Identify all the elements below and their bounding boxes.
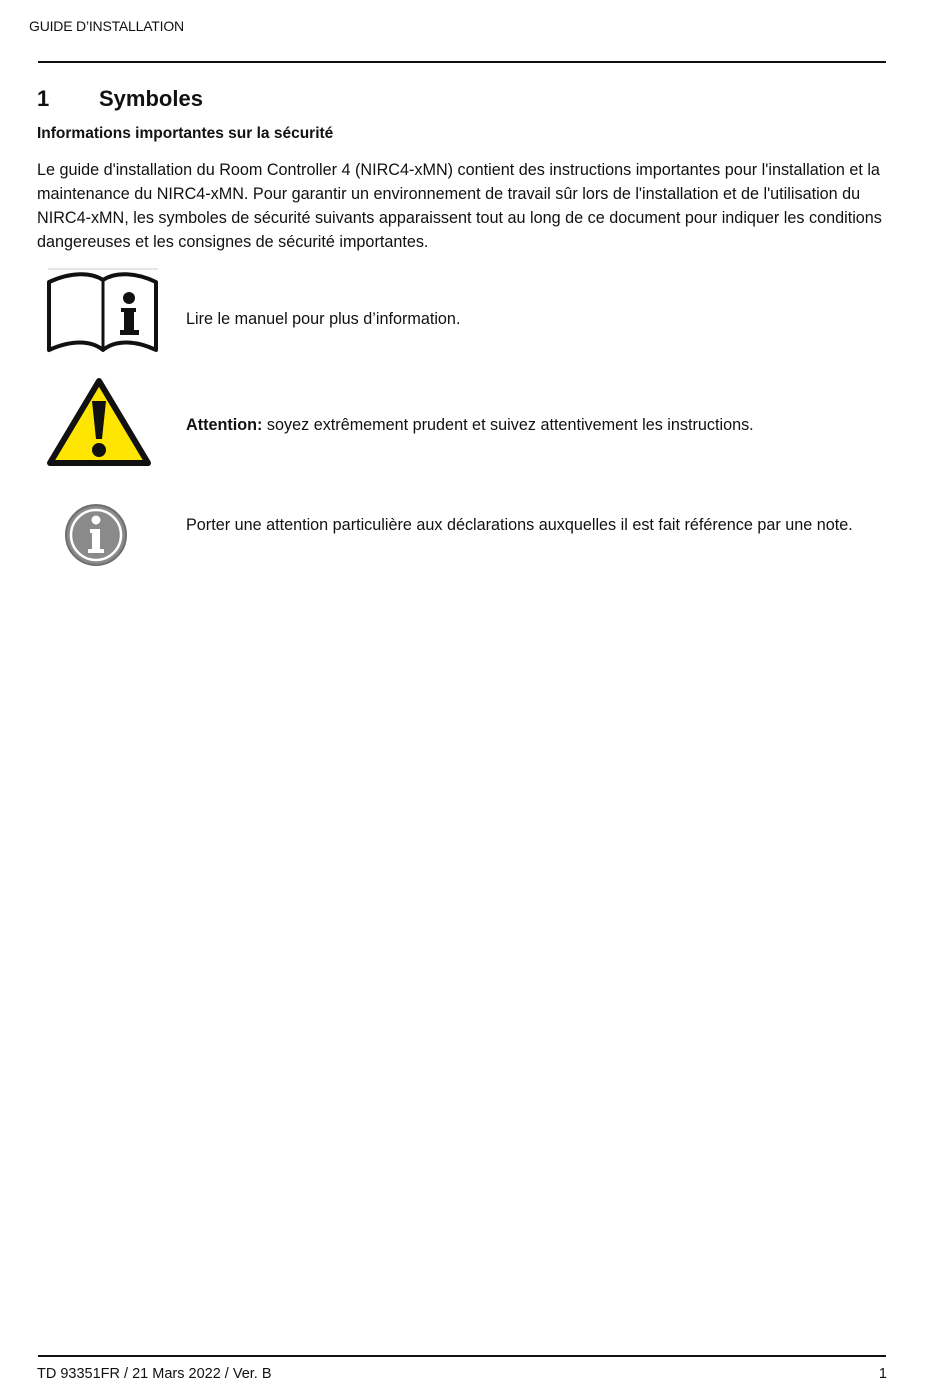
warning-triangle-icon: [46, 377, 152, 474]
intro-paragraph: Le guide d'installation du Room Controller 4 (NIRC4-xMN) contient des instructions importantes pour l'installation et la maintenance du NIRC4-xMN. Pour garantir un environnement de travail sûr lors de l'installation et de l'utilisation du NIRC4-xMN, les symboles de sécurité suivants apparaissent tout au long de ce document pour indiquer les conditions dangereuses et les consignes de sécurité importantes.: [37, 161, 882, 251]
page-number: 1: [878, 1366, 887, 1382]
attention-label: Attention:: [186, 416, 263, 434]
symbol-text-manual: Lire le manuel pour plus d’information.: [186, 310, 461, 328]
manual-info-icon: [46, 268, 160, 363]
symbol-text-warning: [186, 415, 896, 435]
section-heading: [37, 86, 203, 112]
info-circle-icon: [64, 503, 128, 572]
footer-rule: [38, 1355, 886, 1357]
section-number: 1: [37, 86, 50, 111]
header-rule: [38, 61, 886, 63]
safety-subheading: Informations importantes sur la sécurité: [37, 125, 334, 142]
footer-doc-reference: TD 93351FR / 21 Mars 2022 / Ver. B: [37, 1366, 272, 1382]
section-title: Symboles: [99, 86, 203, 111]
attention-text: soyez extrêmement prudent et suivez attentivement les instructions.: [262, 416, 754, 434]
symbol-text-note: Porter une attention particulière aux déclarations auxquelles il est fait référence par une note.: [186, 516, 853, 534]
running-header: GUIDE D’INSTALLATION: [29, 18, 184, 34]
